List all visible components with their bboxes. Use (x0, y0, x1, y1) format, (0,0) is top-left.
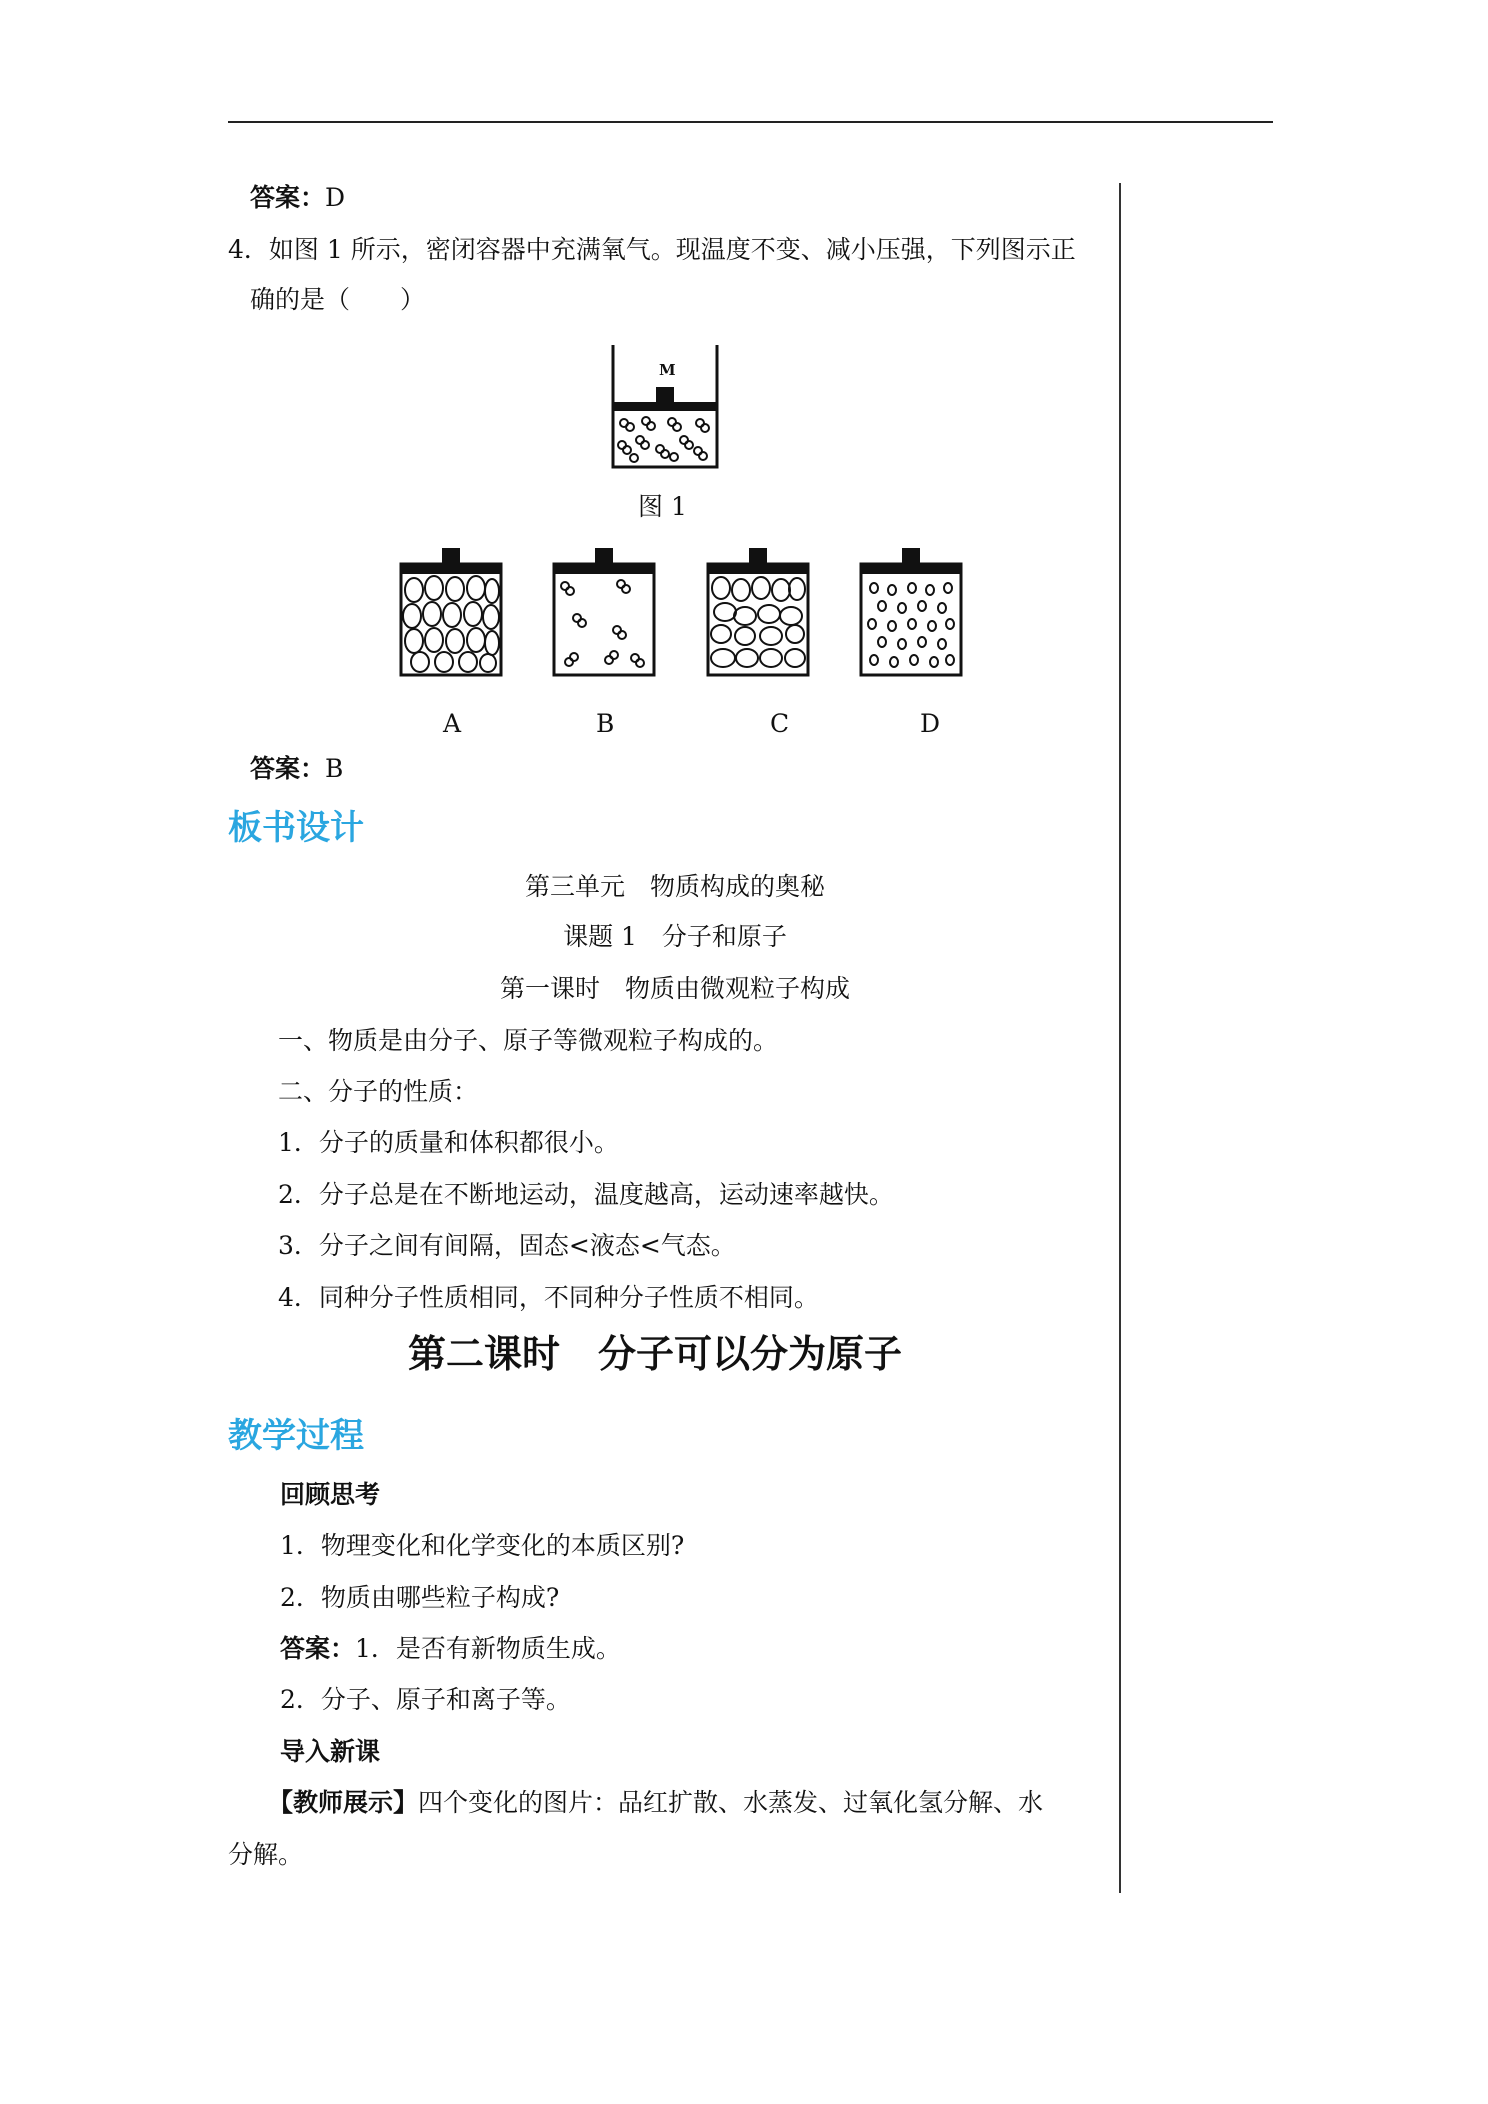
answer-label: 答案： (280, 1634, 356, 1663)
intro-heading: 导入新课 (280, 1737, 381, 1766)
intro-line-1 (268, 1786, 1043, 1820)
review-answer-2: 2．分子、原子和离子等。 (280, 1685, 571, 1714)
question-4-line1: 4．如图 1 所示，密闭容器中充满氧气。现温度不变、减小压强，下列图示正 (228, 235, 1076, 264)
intro-line-2: 分解。 (228, 1840, 304, 1869)
option-a-container (398, 548, 504, 678)
board-unit: 第三单元 物质构成的奥秘 (524, 872, 825, 901)
board-point-3: 1．分子的质量和体积都很小。 (278, 1128, 619, 1157)
teacher-label: 【教师展示】 (268, 1788, 419, 1817)
option-label-c: C (770, 709, 790, 738)
option-b-container (551, 548, 657, 678)
section-heading-board: 板书设计 (228, 808, 364, 848)
answer-line-q3 (250, 181, 345, 215)
board-point-4: 2．分子总是在不断地运动，温度越高，运动速率越快。 (278, 1180, 894, 1209)
review-question-2: 2．物质由哪些粒子构成? (280, 1583, 560, 1612)
board-point-1: 一、物质是由分子、原子等微观粒子构成的。 (278, 1026, 779, 1055)
question-4-line2: 确的是（ ） (250, 285, 426, 314)
answer-value: B (325, 754, 344, 783)
review-heading: 回顾思考 (280, 1480, 381, 1509)
answer-label: 答案： (250, 183, 326, 212)
piston-label: M (659, 361, 676, 379)
answer-line-q4 (250, 752, 343, 786)
review-question-1: 1．物理变化和化学变化的本质区别? (280, 1531, 685, 1560)
board-lesson: 第一课时 物质由微观粒子构成 (499, 974, 850, 1003)
review-answer-line-1 (280, 1632, 621, 1666)
lesson-2-title: 第二课时 分子可以分为原子 (407, 1332, 902, 1376)
figure-1-caption: 图 1 (638, 492, 687, 521)
board-point-2: 二、分子的性质： (278, 1077, 479, 1106)
option-d-container (858, 548, 964, 678)
section-heading-process: 教学过程 (228, 1416, 364, 1456)
answer-value: D (325, 183, 346, 212)
intro-text: 四个变化的图片：品红扩散、水蒸发、过氧化氢分解、水 (418, 1788, 1044, 1817)
review-answer-1: 1．是否有新物质生成。 (355, 1634, 621, 1663)
header-rule (228, 121, 1273, 123)
answer-label: 答案： (250, 754, 326, 783)
board-point-5: 3．分子之间有间隔，固态<液态<气态。 (278, 1231, 736, 1260)
option-label-d: D (920, 709, 941, 738)
board-topic: 课题 1 分子和原子 (563, 922, 787, 951)
margin-rule (1119, 183, 1121, 1893)
option-label-b: B (596, 709, 615, 738)
option-label-a: A (443, 709, 462, 738)
board-point-6: 4．同种分子性质相同，不同种分子性质不相同。 (278, 1283, 819, 1312)
option-c-container (705, 548, 811, 678)
